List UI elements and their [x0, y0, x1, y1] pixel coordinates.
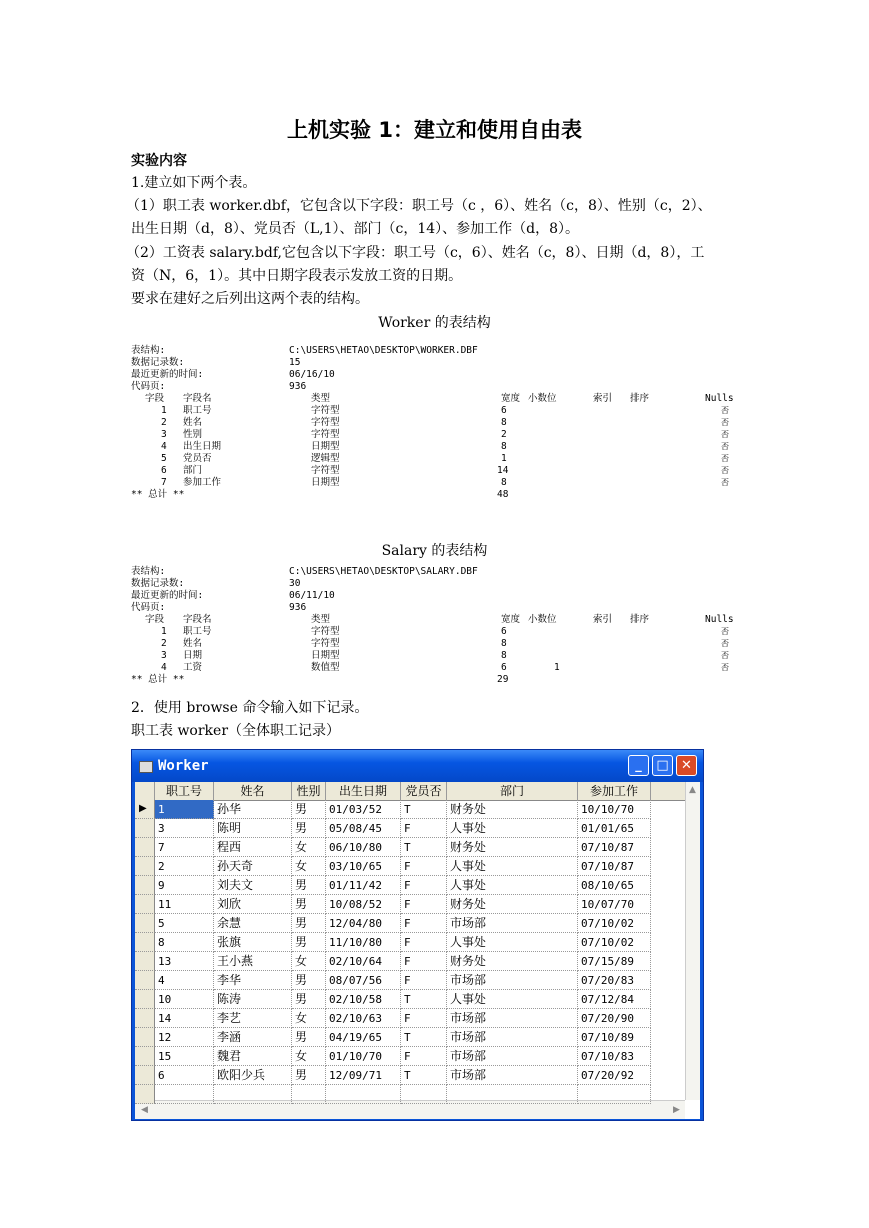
table-cell[interactable]: 男 — [292, 1066, 326, 1085]
field-nulls: 否 — [721, 466, 729, 475]
table-cell[interactable]: 12/04/80 — [326, 914, 401, 933]
table-cell[interactable]: 05/08/45 — [326, 819, 401, 838]
table-cell[interactable]: 07/10/83 — [578, 1047, 651, 1066]
field-nulls: 否 — [721, 418, 729, 427]
table-row[interactable] — [135, 895, 685, 914]
table-cell[interactable]: 03/10/65 — [326, 857, 401, 876]
struct-field-row — [131, 453, 736, 465]
field-nulls: 否 — [721, 639, 729, 648]
table-cell[interactable]: 07/15/89 — [578, 952, 651, 971]
table-cell[interactable]: 4 — [155, 971, 214, 990]
struct-meta-row — [131, 566, 736, 578]
struct-meta-row — [131, 357, 736, 369]
struct-field-row — [131, 417, 736, 429]
struct-field-row — [131, 405, 736, 417]
table-cell[interactable]: 男 — [292, 800, 326, 819]
struct-meta-value: 15 — [289, 357, 301, 368]
table-row[interactable] — [135, 1085, 685, 1104]
field-type: 日期型 — [311, 477, 340, 488]
table-cell[interactable]: 10/08/52 — [326, 895, 401, 914]
field-width: 8 — [501, 638, 507, 649]
table-cell[interactable]: F — [401, 933, 447, 952]
section-heading: 实验内容 — [131, 153, 187, 169]
table-cell[interactable]: 07/20/83 — [578, 971, 651, 990]
table-cell[interactable]: 10 — [155, 990, 214, 1009]
struct-field-row — [131, 626, 736, 638]
table-cell[interactable]: F — [401, 971, 447, 990]
row-selector[interactable] — [135, 1009, 155, 1028]
table-cell[interactable]: 女 — [292, 857, 326, 876]
table-cell[interactable]: 07/12/84 — [578, 990, 651, 1009]
table-cell[interactable] — [214, 1085, 292, 1104]
field-number: 3 — [161, 650, 167, 661]
struct-header-cell: 类型 — [311, 614, 331, 625]
field-number: 4 — [161, 441, 167, 452]
total-label: ** 总计 ** — [131, 489, 185, 500]
struct-meta-label: 最近更新的时间: — [131, 590, 204, 601]
table-cell[interactable]: 01/03/52 — [326, 800, 401, 819]
field-number: 1 — [161, 405, 167, 416]
field-name: 性别 — [183, 429, 203, 440]
table-cell[interactable]: 08/07/56 — [326, 971, 401, 990]
total-label: ** 总计 ** — [131, 674, 185, 685]
struct-field-row — [131, 441, 736, 453]
table-row[interactable] — [135, 1066, 685, 1085]
field-nulls: 否 — [721, 478, 729, 487]
close-icon: ✕ — [681, 758, 692, 773]
row-selector[interactable] — [135, 1028, 155, 1047]
table-cell[interactable]: 陈明 — [214, 819, 292, 838]
table-cell[interactable]: 财务处 — [447, 895, 578, 914]
struct-meta-label: 代码页: — [131, 602, 166, 613]
table-cell[interactable]: 市场部 — [447, 971, 578, 990]
field-name: 姓名 — [183, 638, 203, 649]
table-row[interactable] — [135, 990, 685, 1009]
struct-meta-label: 数据记录数: — [131, 357, 185, 368]
struct-meta-row — [131, 578, 736, 590]
field-nulls: 否 — [721, 430, 729, 439]
table-row[interactable] — [135, 1028, 685, 1047]
struct-header-cell: 宽度 — [501, 393, 521, 404]
minimize-icon: _ — [635, 758, 642, 773]
table-cell[interactable]: 1 — [155, 800, 214, 819]
field-name: 职工号 — [183, 626, 212, 637]
field-width: 6 — [501, 405, 507, 416]
struct-header-cell: 索引 — [593, 393, 613, 404]
maximize-button[interactable] — [652, 755, 673, 776]
struct-meta-row — [131, 369, 736, 381]
struct-meta-value: 936 — [289, 602, 307, 613]
close-button[interactable] — [676, 755, 697, 776]
struct-header-cell: 排序 — [630, 614, 650, 625]
struct-field-row — [131, 465, 736, 477]
table-cell[interactable]: 市场部 — [447, 1066, 578, 1085]
table-cell[interactable]: 13 — [155, 952, 214, 971]
table-cell[interactable]: 孙天奇 — [214, 857, 292, 876]
table-cell[interactable]: 02/10/58 — [326, 990, 401, 1009]
struct-meta-value: 30 — [289, 578, 301, 589]
table-cell[interactable]: 8 — [155, 933, 214, 952]
field-type: 字符型 — [311, 417, 340, 428]
field-width: 1 — [501, 453, 507, 464]
row-selector[interactable] — [135, 819, 155, 838]
table-cell[interactable]: 孙华 — [214, 800, 292, 819]
table-cell[interactable]: 9 — [155, 876, 214, 895]
column-header[interactable]: 姓名 — [214, 782, 292, 800]
field-nulls: 否 — [721, 651, 729, 660]
grid-corner — [135, 782, 155, 800]
table-cell[interactable]: 06/10/80 — [326, 838, 401, 857]
paragraph-1: 1.建立如下两个表。 — [131, 175, 257, 191]
field-type: 数值型 — [311, 662, 340, 673]
field-name: 出生日期 — [183, 441, 222, 452]
paragraph-4: 要求在建好之后列出这两个表的结构。 — [131, 291, 369, 307]
table-cell[interactable]: 人事处 — [447, 876, 578, 895]
table-icon — [139, 761, 153, 773]
struct-header-row — [131, 393, 736, 405]
field-width: 8 — [501, 417, 507, 428]
field-nulls: 否 — [721, 663, 729, 672]
table-cell[interactable]: 女 — [292, 1047, 326, 1066]
grid-header — [135, 782, 685, 801]
browse-grid[interactable] — [135, 782, 700, 1119]
table-cell[interactable]: 陈涛 — [214, 990, 292, 1009]
table-cell[interactable]: 12 — [155, 1028, 214, 1047]
table-cell[interactable]: 人事处 — [447, 819, 578, 838]
field-width: 8 — [501, 477, 507, 488]
struct-meta-value: 06/11/10 — [289, 590, 335, 601]
table-cell[interactable]: 市场部 — [447, 1047, 578, 1066]
paragraph-3a: （2）工资表 salary.bdf,它包含以下字段：职工号（c，6）、姓名（c，8）、日期（d，8），工 — [126, 245, 705, 261]
maximize-icon: □ — [656, 758, 669, 773]
struct-header-cell: 索引 — [593, 614, 613, 625]
page-title: 上机实验 1：建立和使用自由表 — [287, 118, 582, 142]
table-cell[interactable]: F — [401, 1047, 447, 1066]
struct-meta-row — [131, 381, 736, 393]
table-row[interactable] — [135, 1047, 685, 1066]
struct-meta-row — [131, 345, 736, 357]
table-cell[interactable]: 10/07/70 — [578, 895, 651, 914]
table-cell[interactable]: 人事处 — [447, 933, 578, 952]
column-header[interactable]: 党员否 — [401, 782, 447, 800]
struct-total-row — [131, 674, 736, 686]
worker-structure-listing — [131, 345, 736, 505]
paragraph-2a: （1）职工表 worker.dbf，它包含以下字段：职工号（c ，6）、姓名（c，8）、性别（c，2）、 — [126, 198, 712, 214]
table-cell[interactable]: 5 — [155, 914, 214, 933]
struct-field-row — [131, 638, 736, 650]
struct-header-cell: Nulls — [705, 393, 734, 404]
table-cell[interactable]: 女 — [292, 952, 326, 971]
total-width: 29 — [497, 674, 509, 685]
field-type: 日期型 — [311, 441, 340, 452]
table-cell[interactable]: T — [401, 1028, 447, 1047]
table-cell[interactable]: 王小燕 — [214, 952, 292, 971]
field-number: 2 — [161, 417, 167, 428]
table-cell[interactable]: 程西 — [214, 838, 292, 857]
table-cell[interactable]: 11 — [155, 895, 214, 914]
row-selector[interactable] — [135, 933, 155, 952]
struct-meta-label: 表结构: — [131, 566, 166, 577]
field-name: 工资 — [183, 662, 203, 673]
table-cell[interactable]: 刘欣 — [214, 895, 292, 914]
table-cell[interactable]: T — [401, 800, 447, 819]
table-cell[interactable]: 07/10/87 — [578, 857, 651, 876]
worker-struct-caption: Worker 的表结构 — [378, 315, 491, 331]
scroll-up-icon[interactable]: ▲ — [689, 785, 696, 795]
table-cell[interactable]: 人事处 — [447, 857, 578, 876]
table-cell[interactable]: 市场部 — [447, 1028, 578, 1047]
table-cell[interactable] — [155, 1085, 214, 1104]
paragraph-2b: 出生日期（d，8）、党员否（L,1）、部门（c，14）、参加工作（d，8）。 — [131, 221, 580, 237]
table-cell[interactable]: 张旗 — [214, 933, 292, 952]
table-cell[interactable]: 男 — [292, 876, 326, 895]
table-cell[interactable]: 11/10/80 — [326, 933, 401, 952]
row-selector[interactable] — [135, 857, 155, 876]
column-header[interactable]: 参加工作 — [578, 782, 651, 800]
scroll-left-icon[interactable]: ◀ — [141, 1105, 148, 1115]
struct-meta-row — [131, 602, 736, 614]
minimize-button[interactable] — [628, 755, 649, 776]
table-cell[interactable] — [447, 1085, 578, 1104]
paragraph-5: 2．使用 browse 命令输入如下记录。 — [131, 700, 369, 716]
current-row-arrow-icon: ▶ — [139, 803, 147, 814]
table-cell[interactable]: 男 — [292, 895, 326, 914]
table-cell[interactable]: 财务处 — [447, 800, 578, 819]
table-cell[interactable]: 女 — [292, 1009, 326, 1028]
field-width: 6 — [501, 626, 507, 637]
table-row[interactable] — [135, 933, 685, 952]
row-selector[interactable] — [135, 990, 155, 1009]
table-cell[interactable] — [401, 1085, 447, 1104]
table-cell[interactable]: F — [401, 914, 447, 933]
table-cell[interactable]: F — [401, 876, 447, 895]
table-cell[interactable]: F — [401, 857, 447, 876]
field-name: 日期 — [183, 650, 203, 661]
field-width: 2 — [501, 429, 507, 440]
vertical-scrollbar[interactable] — [685, 782, 700, 1100]
row-selector[interactable] — [135, 800, 155, 819]
column-header[interactable]: 部门 — [447, 782, 578, 800]
field-nulls: 否 — [721, 627, 729, 636]
table-cell[interactable]: 07/10/02 — [578, 914, 651, 933]
field-number: 4 — [161, 662, 167, 673]
field-width: 14 — [497, 465, 509, 476]
table-cell[interactable]: F — [401, 895, 447, 914]
table-cell[interactable]: 男 — [292, 914, 326, 933]
table-cell[interactable]: 李涵 — [214, 1028, 292, 1047]
paragraph-3b: 资（N，6，1）。其中日期字段表示发放工资的日期。 — [131, 268, 463, 284]
table-cell[interactable] — [326, 1085, 401, 1104]
table-row[interactable] — [135, 857, 685, 876]
struct-header-cell: 字段名 — [183, 614, 212, 625]
field-name: 党员否 — [183, 453, 212, 464]
table-row[interactable] — [135, 914, 685, 933]
struct-meta-label: 数据记录数: — [131, 578, 185, 589]
table-cell[interactable]: 02/10/64 — [326, 952, 401, 971]
field-type: 字符型 — [311, 429, 340, 440]
table-cell[interactable] — [292, 1085, 326, 1104]
table-cell[interactable]: 02/10/63 — [326, 1009, 401, 1028]
table-cell[interactable]: 男 — [292, 1028, 326, 1047]
table-cell[interactable] — [578, 1085, 651, 1104]
struct-meta-value: 06/16/10 — [289, 369, 335, 380]
table-cell[interactable]: 人事处 — [447, 990, 578, 1009]
table-cell[interactable]: F — [401, 1009, 447, 1028]
table-cell[interactable]: T — [401, 990, 447, 1009]
struct-meta-label: 最近更新的时间: — [131, 369, 204, 380]
struct-header-cell: 小数位 — [528, 393, 557, 404]
table-cell[interactable]: 3 — [155, 819, 214, 838]
field-name: 参加工作 — [183, 477, 222, 488]
field-number: 2 — [161, 638, 167, 649]
row-selector[interactable] — [135, 971, 155, 990]
table-cell[interactable]: 15 — [155, 1047, 214, 1066]
table-row[interactable] — [135, 800, 685, 819]
table-cell[interactable]: 12/09/71 — [326, 1066, 401, 1085]
table-cell[interactable]: 04/19/65 — [326, 1028, 401, 1047]
column-header[interactable]: 性别 — [292, 782, 326, 800]
struct-meta-row — [131, 590, 736, 602]
row-selector[interactable] — [135, 895, 155, 914]
struct-field-row — [131, 662, 736, 674]
table-row[interactable] — [135, 838, 685, 857]
struct-total-row — [131, 489, 736, 501]
table-cell[interactable]: 李艺 — [214, 1009, 292, 1028]
table-cell[interactable]: 刘夫文 — [214, 876, 292, 895]
table-cell[interactable]: 2 — [155, 857, 214, 876]
row-selector[interactable] — [135, 876, 155, 895]
field-nulls: 否 — [721, 442, 729, 451]
table-cell[interactable]: 01/01/65 — [578, 819, 651, 838]
column-header[interactable]: 出生日期 — [326, 782, 401, 800]
field-nulls: 否 — [721, 406, 729, 415]
field-type: 字符型 — [311, 626, 340, 637]
table-cell[interactable]: 魏君 — [214, 1047, 292, 1066]
row-selector[interactable] — [135, 1066, 155, 1085]
struct-header-cell: 宽度 — [501, 614, 521, 625]
table-row[interactable] — [135, 1009, 685, 1028]
struct-meta-value: 936 — [289, 381, 307, 392]
row-selector[interactable] — [135, 952, 155, 971]
field-width: 6 — [501, 662, 507, 673]
table-cell[interactable]: 财务处 — [447, 952, 578, 971]
struct-header-cell: Nulls — [705, 614, 734, 625]
browse-window[interactable] — [131, 749, 704, 1121]
field-number: 3 — [161, 429, 167, 440]
struct-meta-value: C:\USERS\HETAO\DESKTOP\SALARY.DBF — [289, 566, 478, 577]
table-cell[interactable]: 市场部 — [447, 1009, 578, 1028]
table-cell[interactable]: 01/10/70 — [326, 1047, 401, 1066]
table-cell[interactable]: 7 — [155, 838, 214, 857]
field-number: 1 — [161, 626, 167, 637]
field-number: 6 — [161, 465, 167, 476]
struct-meta-value: C:\USERS\HETAO\DESKTOP\WORKER.DBF — [289, 345, 478, 356]
paragraph-6: 职工表 worker（全体职工记录） — [131, 723, 341, 739]
field-type: 日期型 — [311, 650, 340, 661]
table-cell[interactable]: 男 — [292, 990, 326, 1009]
table-cell[interactable]: 市场部 — [447, 914, 578, 933]
field-name: 部门 — [183, 465, 203, 476]
field-decimals: 1 — [554, 662, 560, 673]
table-cell[interactable]: 14 — [155, 1009, 214, 1028]
field-number: 5 — [161, 453, 167, 464]
struct-header-cell: 字段 — [145, 393, 165, 404]
row-selector[interactable] — [135, 838, 155, 857]
row-selector[interactable] — [135, 1085, 155, 1104]
table-cell[interactable]: 财务处 — [447, 838, 578, 857]
table-cell[interactable]: 10/10/70 — [578, 800, 651, 819]
table-cell[interactable]: 欧阳少兵 — [214, 1066, 292, 1085]
table-row[interactable] — [135, 971, 685, 990]
struct-meta-label: 表结构: — [131, 345, 166, 356]
table-cell[interactable]: F — [401, 952, 447, 971]
struct-field-row — [131, 477, 736, 489]
table-row[interactable] — [135, 819, 685, 838]
table-cell[interactable]: T — [401, 838, 447, 857]
window-titlebar[interactable] — [132, 750, 703, 782]
table-cell[interactable]: 07/20/92 — [578, 1066, 651, 1085]
table-cell[interactable]: 07/10/87 — [578, 838, 651, 857]
table-cell[interactable]: 01/11/42 — [326, 876, 401, 895]
table-cell[interactable]: 08/10/65 — [578, 876, 651, 895]
struct-header-cell: 小数位 — [528, 614, 557, 625]
table-cell[interactable]: 女 — [292, 838, 326, 857]
table-cell[interactable]: 男 — [292, 933, 326, 952]
struct-header-row — [131, 614, 736, 626]
struct-meta-label: 代码页: — [131, 381, 166, 392]
table-cell[interactable]: 6 — [155, 1066, 214, 1085]
table-cell[interactable]: 07/20/90 — [578, 1009, 651, 1028]
field-nulls: 否 — [721, 454, 729, 463]
table-cell[interactable]: 男 — [292, 971, 326, 990]
table-row[interactable] — [135, 952, 685, 971]
field-number: 7 — [161, 477, 167, 488]
table-cell[interactable]: 07/10/02 — [578, 933, 651, 952]
salary-structure-listing — [131, 566, 736, 691]
table-cell[interactable]: F — [401, 819, 447, 838]
table-row[interactable] — [135, 876, 685, 895]
field-name: 职工号 — [183, 405, 212, 416]
window-title: Worker — [158, 758, 209, 774]
row-selector[interactable] — [135, 1047, 155, 1066]
table-cell[interactable]: 余慧 — [214, 914, 292, 933]
struct-field-row — [131, 429, 736, 441]
struct-header-cell: 字段名 — [183, 393, 212, 404]
table-cell[interactable]: 男 — [292, 819, 326, 838]
struct-header-cell: 类型 — [311, 393, 331, 404]
table-cell[interactable]: T — [401, 1066, 447, 1085]
field-type: 逻辑型 — [311, 453, 340, 464]
field-type: 字符型 — [311, 638, 340, 649]
total-width: 48 — [497, 489, 509, 500]
field-name: 姓名 — [183, 417, 203, 428]
scroll-right-icon[interactable]: ▶ — [673, 1105, 680, 1115]
field-width: 8 — [501, 441, 507, 452]
field-type: 字符型 — [311, 465, 340, 476]
struct-field-row — [131, 650, 736, 662]
struct-header-cell: 字段 — [145, 614, 165, 625]
row-selector[interactable] — [135, 914, 155, 933]
salary-struct-caption: Salary 的表结构 — [381, 543, 488, 559]
struct-header-cell: 排序 — [630, 393, 650, 404]
table-cell[interactable]: 07/10/89 — [578, 1028, 651, 1047]
table-cell[interactable]: 李华 — [214, 971, 292, 990]
column-header[interactable]: 职工号 — [155, 782, 214, 800]
field-width: 8 — [501, 650, 507, 661]
field-type: 字符型 — [311, 405, 340, 416]
